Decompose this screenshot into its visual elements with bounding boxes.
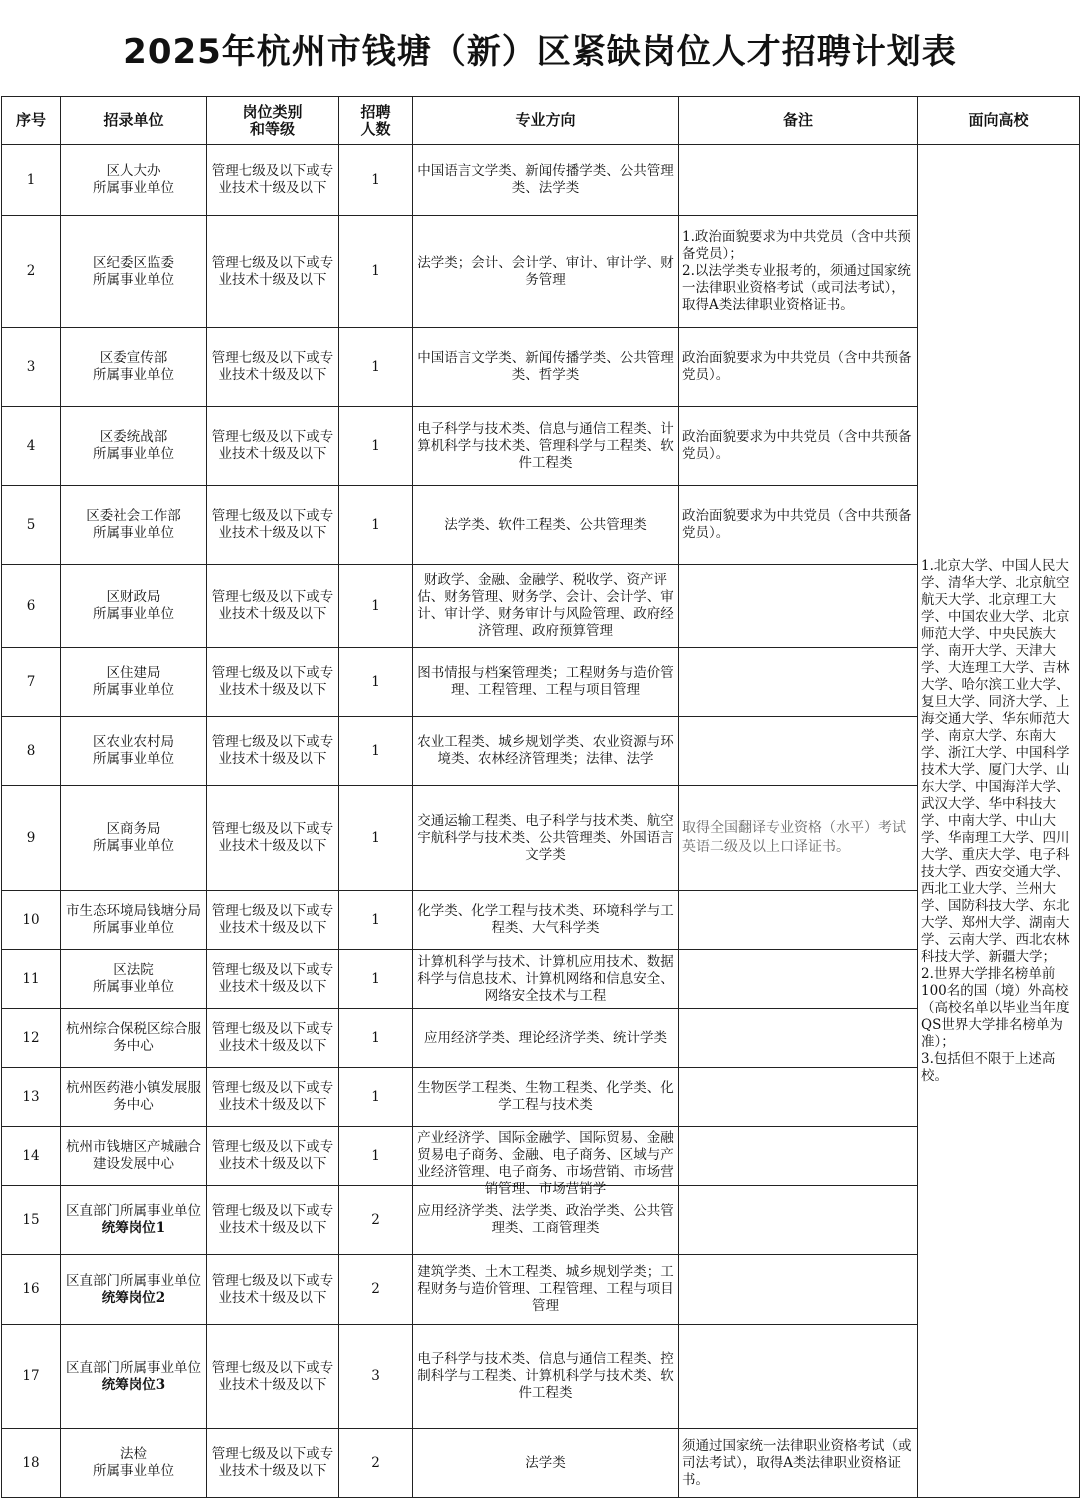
note-cell	[679, 648, 918, 717]
note-cell	[679, 216, 918, 328]
note-text: 政治面貌要求为中共党员（含中共预备党员）。	[682, 508, 912, 541]
note-cell	[679, 1255, 918, 1325]
seq-cell: 9	[2, 786, 61, 891]
category-cell: 管理七级及以下或专业技术十级及以下	[207, 328, 339, 407]
count-cell: 1	[339, 1068, 413, 1127]
table-row	[2, 145, 1080, 216]
unit-post-label: 统筹岗位2	[101, 1289, 166, 1306]
note-text: 须通过国家统一法律职业资格考试（或司法考试），取得A类法律职业资格证书。	[682, 1437, 912, 1488]
major-text: 法学类；会计、会计学、审计、审计学、财务管理	[417, 254, 674, 288]
major-text: 法学类	[525, 1454, 566, 1471]
count-cell: 1	[339, 145, 413, 216]
seq-cell: 5	[2, 486, 61, 565]
note-cell	[679, 891, 918, 950]
major-text: 应用经济学类、法学类、政治学类、公共管理类、工商管理类	[417, 1203, 674, 1236]
note-text: 政治面貌要求为中共党员（含中共预备党员）。	[682, 429, 912, 462]
count-cell: 1	[339, 216, 413, 328]
unit-name: 区商务局	[106, 821, 161, 837]
seq-cell: 15	[2, 1186, 61, 1255]
major-text: 中国语言文学类、新闻传播学类、公共管理类、法学类	[417, 163, 674, 196]
category-cell: 管理七级及以下或专业技术十级及以下	[207, 648, 339, 717]
unit-cell	[61, 950, 207, 1009]
count-cell: 1	[339, 717, 413, 786]
count-cell: 2	[339, 1186, 413, 1255]
seq-cell: 6	[2, 565, 61, 648]
schools-cell	[918, 145, 1080, 1498]
recruitment-table	[1, 96, 1080, 1498]
unit-name: 区直部门所属事业单位	[66, 1359, 201, 1376]
category-cell: 管理七级及以下或专业技术十级及以下	[207, 891, 339, 950]
unit-cell	[61, 1186, 207, 1255]
note-text: 政治面貌要求为中共党员（含中共预备党员）。	[682, 350, 912, 383]
major-text: 建筑学类、土木工程类、城乡规划学类；工程财务与造价管理、工程管理、工程与项目管理	[417, 1264, 674, 1314]
unit-cell	[61, 648, 207, 717]
note-cell	[679, 1325, 918, 1429]
seq-cell: 4	[2, 407, 61, 486]
major-text: 计算机科学与技术、计算机应用技术、数据科学与信息技术、计算机网络和信息安全、网络安全技术与工程	[417, 953, 674, 1004]
table-header-row	[2, 97, 1080, 145]
category-cell: 管理七级及以下或专业技术十级及以下	[207, 1009, 339, 1068]
major-text: 生物医学工程类、生物工程类、化学类、化学工程与技术类	[417, 1080, 674, 1113]
unit-subtitle: 所属事业单位	[93, 920, 174, 936]
unit-subtitle: 所属事业单位	[93, 838, 174, 854]
unit-subtitle: 所属事业单位	[93, 271, 174, 288]
major-text: 电子科学与技术类、信息与通信工程类、控制科学与工程类、计算机科学与技术类、软件工程类	[417, 1351, 674, 1401]
unit-cell	[61, 786, 207, 891]
unit-cell	[61, 145, 207, 216]
unit-name: 区纪委区监委	[93, 254, 174, 271]
unit-name: 市生态环境局钱塘分局	[66, 903, 201, 919]
major-text: 法学类、软件工程类、公共管理类	[444, 516, 647, 533]
header-seq: 序号	[2, 97, 61, 145]
header-category	[207, 97, 339, 145]
major-cell	[413, 1325, 679, 1429]
unit-cell	[61, 486, 207, 565]
major-cell	[413, 1068, 679, 1127]
unit-subtitle: 所属事业单位	[93, 446, 174, 462]
major-text: 财政学、金融、金融学、税收学、资产评估、财务管理、财务学、会计、会计学、审计、审计学、财务审计与风险管理、政府经济管理、政府预算管理	[417, 572, 674, 639]
note-cell	[679, 145, 918, 216]
major-text: 图书情报与档案管理类；工程财务与造价管理、工程管理、工程与项目管理	[417, 665, 674, 698]
major-cell	[413, 216, 679, 328]
unit-cell	[61, 328, 207, 407]
count-cell: 1	[339, 565, 413, 648]
seq-cell: 13	[2, 1068, 61, 1127]
unit-name: 区人大办	[106, 163, 161, 179]
count-cell: 1	[339, 1127, 413, 1186]
unit-name: 区委统战部	[99, 429, 168, 445]
unit-subtitle: 所属事业单位	[93, 751, 174, 767]
category-cell: 管理七级及以下或专业技术十级及以下	[207, 145, 339, 216]
unit-subtitle: 所属事业单位	[93, 367, 174, 383]
unit-post-label: 统筹岗位1	[101, 1220, 166, 1236]
major-cell	[413, 648, 679, 717]
header-unit: 招录单位	[61, 97, 207, 145]
seq-cell: 2	[2, 216, 61, 328]
unit-name: 杭州市钱塘区产城融合建设发展中心	[66, 1139, 201, 1172]
header-count-line1: 招聘	[360, 102, 391, 121]
major-cell	[413, 1127, 679, 1197]
major-cell	[413, 891, 679, 950]
unit-post-label: 统筹岗位3	[101, 1376, 166, 1393]
category-cell: 管理七级及以下或专业技术十级及以下	[207, 486, 339, 565]
unit-name: 杭州综合保税区综合服务中心	[66, 1021, 201, 1054]
major-text: 交通运输工程类、电子科学与技术类、航空宇航科学与技术类、公共管理类、外国语言文学类	[417, 812, 674, 863]
major-cell	[413, 565, 679, 648]
major-text: 应用经济学类、理论经济学类、统计学类	[424, 1029, 667, 1046]
unit-name: 区委宣传部	[99, 350, 168, 366]
seq-cell: 11	[2, 950, 61, 1009]
count-cell: 1	[339, 648, 413, 717]
unit-cell	[61, 1429, 207, 1498]
count-cell: 2	[339, 1429, 413, 1498]
header-category-line2: 和等级	[249, 119, 295, 138]
major-cell	[413, 717, 679, 786]
unit-name: 区直部门所属事业单位	[66, 1272, 201, 1289]
count-cell: 1	[339, 407, 413, 486]
unit-subtitle: 所属事业单位	[93, 180, 174, 196]
header-major: 专业方向	[413, 97, 679, 145]
unit-cell	[61, 1325, 207, 1429]
count-cell: 1	[339, 486, 413, 565]
major-text: 化学类、化学工程与技术类、环境科学与工程类、大气科学类	[417, 903, 674, 936]
seq-cell: 12	[2, 1009, 61, 1068]
unit-subtitle: 所属事业单位	[93, 979, 174, 995]
major-text: 农业工程类、城乡规划学类、农业资源与环境类、农林经济管理类；法律、法学	[417, 734, 674, 767]
note-cell	[679, 1009, 918, 1068]
header-schools: 面向高校	[918, 97, 1080, 145]
unit-subtitle: 所属事业单位	[93, 1463, 174, 1479]
category-cell: 管理七级及以下或专业技术十级及以下	[207, 786, 339, 891]
note-cell	[679, 565, 918, 648]
category-cell: 管理七级及以下或专业技术十级及以下	[207, 216, 339, 328]
unit-subtitle: 所属事业单位	[93, 606, 174, 622]
note-cell	[679, 1068, 918, 1127]
unit-name: 区直部门所属事业单位	[66, 1203, 201, 1219]
unit-cell	[61, 1009, 207, 1068]
major-cell	[413, 786, 679, 891]
unit-subtitle: 所属事业单位	[93, 525, 174, 541]
unit-cell	[61, 1068, 207, 1127]
category-cell: 管理七级及以下或专业技术十级及以下	[207, 1127, 339, 1186]
count-cell: 1	[339, 891, 413, 950]
count-cell: 1	[339, 328, 413, 407]
count-cell: 2	[339, 1255, 413, 1325]
note-cell	[679, 1186, 918, 1255]
unit-name: 法检	[120, 1446, 147, 1462]
major-cell	[413, 1009, 679, 1068]
seq-cell: 7	[2, 648, 61, 717]
seq-cell: 8	[2, 717, 61, 786]
seq-cell: 3	[2, 328, 61, 407]
unit-name: 区住建局	[106, 665, 161, 681]
unit-name: 区法院	[113, 962, 154, 978]
seq-cell: 18	[2, 1429, 61, 1498]
note-text: 取得全国翻译专业资格（水平）考试英语二级及以上口译证书。	[682, 820, 906, 855]
header-category-line1: 岗位类别	[242, 102, 303, 121]
seq-cell: 1	[2, 145, 61, 216]
note-text: 1.政治面貌要求为中共党员（含中共预备党员）； 2.以法学类专业报考的，须通过国家统一法律职业资格考试（或司法考试），取得A类法律职业资格证书。	[682, 229, 911, 313]
major-cell	[413, 1429, 679, 1498]
major-cell	[413, 950, 679, 1009]
schools-text: 1.北京大学、中国人民大学、清华大学、北京航空航天大学、北京理工大学、中国农业大学、北京师范大学、中央民族大学、南开大学、天津大学、大连理工大学、吉林大学、哈尔滨工业大学、复旦大学、同济大学、上海交通大学、华东师范大学、南京大学、东南大学、浙江大学、中国科学技术大学、厦门大学、山东大学、中国海洋大学、武汉大学、华中科技大学、中南大学、中山大学、华南理工大学、四川大学、重庆大学、电子科技大学、西安交通大学、西北工业大学、兰州大学、国防科技大学、东北大学、郑州大学、湖南大学、云南大学、西北农林科技大学、新疆大学； 2.世界大学排名榜单前100名的国（境）外高校（高校名单以毕业当年度QS世界大学排名榜单为准）； 3.包括但不限于上述高校。	[921, 557, 1070, 1084]
header-count	[339, 97, 413, 145]
note-cell	[679, 328, 918, 407]
page-title: 2025年杭州市钱塘（新）区紧缺岗位人才招聘计划表	[0, 0, 1080, 96]
count-cell: 1	[339, 786, 413, 891]
seq-cell: 14	[2, 1127, 61, 1186]
note-cell	[679, 407, 918, 486]
header-count-line2: 人数	[360, 119, 391, 138]
major-text: 产业经济学、国际金融学、国际贸易、金融贸易电子商务、金融、电子商务、区域与产业经济管理、电子商务、市场营销、市场营销管理、市场营销学	[417, 1130, 674, 1197]
count-cell: 1	[339, 1009, 413, 1068]
unit-subtitle: 所属事业单位	[93, 682, 174, 698]
unit-cell	[61, 1255, 207, 1325]
category-cell: 管理七级及以下或专业技术十级及以下	[207, 1325, 339, 1429]
note-cell	[679, 717, 918, 786]
category-cell: 管理七级及以下或专业技术十级及以下	[207, 1068, 339, 1127]
major-text: 中国语言文学类、新闻传播学类、公共管理类、哲学类	[417, 350, 674, 383]
unit-cell	[61, 1127, 207, 1186]
count-cell: 1	[339, 950, 413, 1009]
note-cell	[679, 1429, 918, 1498]
note-cell	[679, 486, 918, 565]
unit-cell	[61, 407, 207, 486]
count-cell: 3	[339, 1325, 413, 1429]
unit-name: 区农业农村局	[93, 734, 174, 750]
major-cell	[413, 328, 679, 407]
note-cell	[679, 786, 918, 891]
category-cell: 管理七级及以下或专业技术十级及以下	[207, 565, 339, 648]
unit-cell	[61, 891, 207, 950]
seq-cell: 16	[2, 1255, 61, 1325]
header-note: 备注	[679, 97, 918, 145]
unit-cell	[61, 216, 207, 328]
seq-cell: 10	[2, 891, 61, 950]
major-text: 电子科学与技术类、信息与通信工程类、计算机科学与技术类、管理科学与工程类、软件工程类	[417, 420, 674, 471]
unit-name: 区财政局	[106, 589, 161, 605]
seq-cell: 17	[2, 1325, 61, 1429]
unit-cell	[61, 717, 207, 786]
major-cell	[413, 407, 679, 486]
unit-cell	[61, 565, 207, 648]
category-cell: 管理七级及以下或专业技术十级及以下	[207, 1429, 339, 1498]
category-cell: 管理七级及以下或专业技术十级及以下	[207, 1255, 339, 1325]
category-cell: 管理七级及以下或专业技术十级及以下	[207, 1186, 339, 1255]
major-cell	[413, 486, 679, 565]
major-cell	[413, 145, 679, 216]
note-cell	[679, 1127, 918, 1186]
category-cell: 管理七级及以下或专业技术十级及以下	[207, 407, 339, 486]
note-cell	[679, 950, 918, 1009]
unit-name: 杭州医药港小镇发展服务中心	[66, 1080, 201, 1113]
major-cell	[413, 1255, 679, 1325]
category-cell: 管理七级及以下或专业技术十级及以下	[207, 717, 339, 786]
category-cell: 管理七级及以下或专业技术十级及以下	[207, 950, 339, 1009]
unit-name: 区委社会工作部	[86, 508, 181, 524]
